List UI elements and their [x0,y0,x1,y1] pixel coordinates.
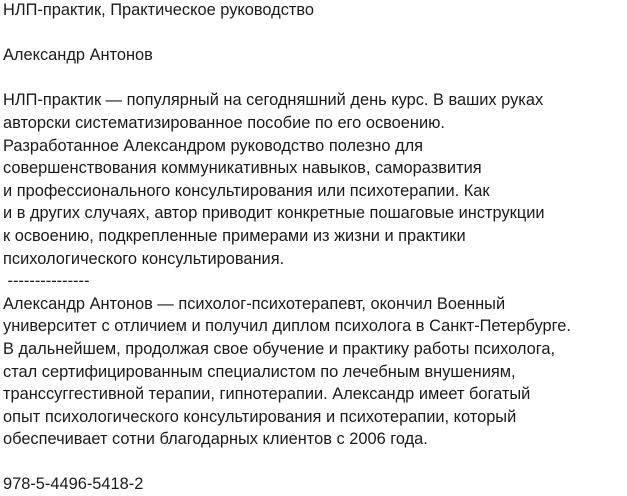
bio-line: университет с отличием и получил диплом психолога в Санкт-Петербурге. [3,317,571,336]
blank-line [3,67,625,90]
bio-line: обеспечивает сотни благодарных клиентов с 2006 года. [3,430,428,449]
description-line: авторски систематизированное пособие по его освоению. [3,113,445,132]
author-bio-paragraph [3,293,625,451]
description-line: совершенствования коммуникативных навыков, саморазвития [3,159,482,178]
isbn: 978-5-4496-5418-2 [3,475,144,494]
bio-line: Александр Антонов — психолог-психотерапевт, окончил Военный [3,294,506,313]
description-line: и профессионального консультирования или психотерапии. Как [3,181,490,200]
description-line: к освоению, подкрепленные примерами из жизни и практики [3,226,466,245]
description-line: и в других случаях, автор приводит конкретные пошаговые инструкции [3,204,545,223]
bio-line: В дальнейшем, продолжая свое обучение и практику работы психолога, [3,339,556,358]
book-author: Александр Антонов [3,46,153,65]
description-line: НЛП-практик — популярный на сегодняшний день курс. В ваших руках [3,91,544,110]
description-paragraph [3,89,625,270]
book-description-document [3,0,625,496]
blank-line [3,22,625,45]
description-line: психологического консультирования. [3,249,285,268]
book-title: НЛП-практик, Практическое руководство [3,1,315,19]
bio-line: стал сертифицированным специалистом по лечебным внушениям, [3,362,516,381]
separator-line: --------------- [3,272,90,291]
blank-line [3,451,625,474]
bio-line: транссуггестивной терапии, гипнотерапии. Александр имеет богатый [3,385,531,404]
bio-line: опыт психологического консультирования и психотерапии, который [3,407,517,426]
description-line: Разработанное Александром руководство полезно для [3,136,424,155]
